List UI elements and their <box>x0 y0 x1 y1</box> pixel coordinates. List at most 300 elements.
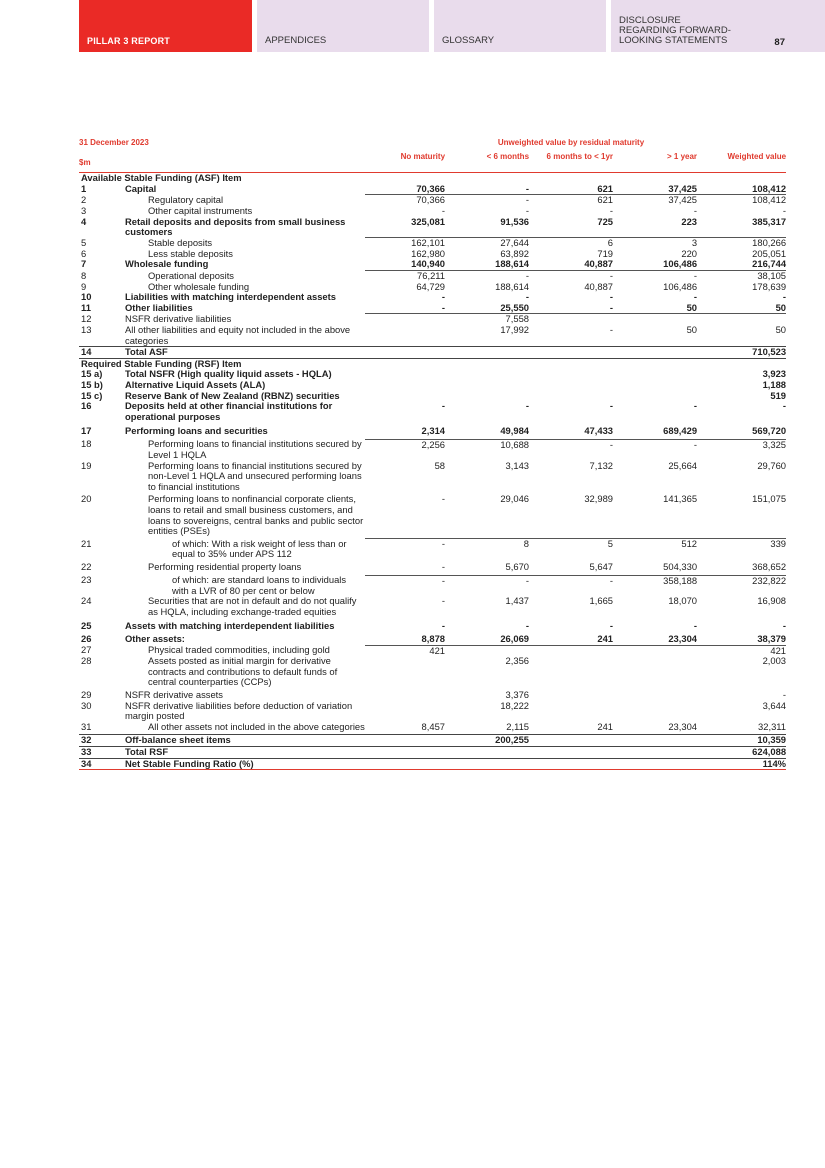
row-number: 9 <box>81 280 87 292</box>
column-header: 6 months to < 1yr <box>529 149 613 173</box>
row-label: Net Stable Funding Ratio (%) <box>125 758 365 770</box>
row-number: 20 <box>81 493 92 505</box>
cell-value: 37,425 <box>668 182 698 194</box>
column-header: < 6 months <box>445 149 529 173</box>
row-label: Performing residential property loans <box>148 560 302 572</box>
cell-value: 1,665 <box>589 595 614 607</box>
cell-value: 2,314 <box>421 425 446 437</box>
row-number: 17 <box>81 425 92 437</box>
cell-value: 621 <box>597 182 614 194</box>
row-number: 1 <box>81 182 87 194</box>
cell-value: 512 <box>613 539 697 562</box>
cell-value: 140,940 <box>411 258 446 270</box>
cell-value: 106,486 <box>663 258 698 270</box>
row-number: 28 <box>81 655 92 667</box>
row-label: Total RSF <box>125 746 365 758</box>
cell-value: 339 <box>697 539 786 562</box>
cell-value: 108,412 <box>752 182 787 194</box>
cell-value: - <box>525 204 530 216</box>
cell-value: - <box>609 400 614 412</box>
row-number: 11 <box>81 301 91 313</box>
cell-value: 5 <box>529 539 613 562</box>
cell-value: - <box>693 620 698 632</box>
cell-value: 241 <box>597 720 614 732</box>
cell-value: 3,376 <box>505 689 530 700</box>
page-number: 87 <box>774 37 785 48</box>
cell-value: 180,266 <box>697 238 786 249</box>
tab-pillar-3-report[interactable] <box>79 0 252 52</box>
cell-value <box>697 314 786 325</box>
cell-value: 2,256 <box>365 439 445 460</box>
row-number: 18 <box>81 438 92 450</box>
row-label: Performing loans to nonfinancial corporate clients, loans to retail and small business customers, and loans to sovereigns, central banks and public sector entities (PSEs) <box>148 493 364 537</box>
row-label: Performing loans to financial institutions secured by non-Level 1 HQLA and unsecured performing loans to financial institutions <box>148 459 362 492</box>
row-label: Off-balance sheet items <box>125 735 365 747</box>
cell-value: 18,070 <box>668 595 698 607</box>
cell-value: 421 <box>365 645 445 656</box>
cell-value: 621 <box>529 195 613 206</box>
cell-value: 1,437 <box>505 595 530 607</box>
row-number: 23 <box>81 574 92 586</box>
row-label: Liabilities with matching interdependent assets <box>125 291 336 303</box>
cell-value <box>613 380 697 391</box>
cell-value: 220 <box>681 247 698 259</box>
row-number: 13 <box>81 324 92 335</box>
row-number: 24 <box>81 595 92 607</box>
cell-value: 38,105 <box>697 271 786 282</box>
table-row <box>79 746 786 758</box>
cell-value: 3,143 <box>505 459 530 471</box>
row-label: Other wholesale funding <box>148 280 250 292</box>
cell-value: 16,908 <box>757 595 787 607</box>
cell-value <box>445 380 529 391</box>
cell-value: 50 <box>686 324 698 335</box>
cell-value: 3,644 <box>762 699 787 711</box>
cell-value: - <box>529 271 613 282</box>
table-row <box>79 575 786 596</box>
cell-value <box>445 391 529 402</box>
cell-value: 1,188 <box>762 378 787 390</box>
row-label: Assets posted as initial margin for derivative contracts and contributions to default funds of central counterparties (CCPs) <box>148 655 338 688</box>
row-label: All other liabilities and equity not included in the above categories <box>125 324 351 346</box>
cell-value: 368,652 <box>752 560 787 572</box>
row-label: Total ASF <box>125 347 365 359</box>
cell-value <box>445 758 529 770</box>
cell-value: 504,330 <box>663 560 698 572</box>
row-label: Deposits held at other financial institutions for operational purposes <box>125 400 333 422</box>
cell-value: 37,425 <box>613 195 697 206</box>
tab-label <box>619 16 731 46</box>
cell-value <box>529 314 613 325</box>
cell-value <box>613 391 697 402</box>
row-number: 4 <box>81 215 87 227</box>
row-number: 10 <box>81 291 92 303</box>
row-number: 15 b) <box>81 378 103 390</box>
cell-value <box>613 645 697 656</box>
cell-value: 188,614 <box>495 280 530 292</box>
row-label: All other assets not included in the above categories <box>148 720 365 732</box>
cell-value <box>529 347 613 359</box>
cell-value <box>613 746 697 758</box>
table-row <box>79 596 786 621</box>
row-number: 27 <box>81 644 92 656</box>
row-number: 32 <box>79 735 125 747</box>
table-row <box>79 461 786 495</box>
cell-value: - <box>782 291 787 303</box>
cell-value: 519 <box>770 389 787 401</box>
cell-value: - <box>445 575 529 596</box>
row-number: 33 <box>79 746 125 758</box>
row-label: Available Stable Funding (ASF) Item <box>81 172 242 184</box>
row-number: 19 <box>81 459 92 471</box>
cell-value <box>613 701 697 722</box>
cell-value: 106,486 <box>663 280 698 292</box>
cell-value <box>529 746 613 758</box>
row-label: Retail deposits and deposits from small business customers <box>125 215 346 238</box>
cell-value: - <box>441 301 446 313</box>
cell-value <box>529 358 613 369</box>
row-number: 29 <box>81 689 92 700</box>
cell-value: - <box>365 575 445 596</box>
cell-value: 40,887 <box>584 258 614 270</box>
cell-value: 151,075 <box>752 493 787 505</box>
cell-value: 50 <box>775 324 787 335</box>
table-body <box>79 173 786 770</box>
row-label: NSFR derivative assets <box>125 689 223 700</box>
cell-value <box>613 735 697 747</box>
tab-label: GLOSSARY <box>442 35 495 46</box>
cell-value: 2,115 <box>506 720 530 732</box>
table-row <box>79 722 786 735</box>
row-label: Capital <box>125 182 157 194</box>
cell-value <box>529 645 613 656</box>
row-number: 12 <box>81 312 92 324</box>
table-row <box>79 380 786 391</box>
cell-value: 32,989 <box>584 493 614 505</box>
cell-value: - <box>441 291 446 303</box>
row-number: 22 <box>81 560 92 572</box>
cell-value: - <box>693 291 698 303</box>
cell-value: 6 <box>529 238 613 249</box>
cell-value: - <box>782 620 787 632</box>
row-label: Other capital instruments <box>148 204 253 216</box>
table-row <box>79 347 786 359</box>
cell-value: 64,729 <box>416 280 446 292</box>
row-number: 14 <box>79 347 125 359</box>
table-row <box>79 401 786 426</box>
cell-value: 421 <box>697 645 786 656</box>
cell-value <box>529 391 613 402</box>
row-number: 7 <box>81 258 87 270</box>
row-label: Total NSFR (High quality liquid assets - HQLA) <box>125 368 332 380</box>
cell-value: - <box>441 560 446 572</box>
row-label: Assets with matching interdependent liabilities <box>125 620 335 632</box>
cell-value: 76,211 <box>365 271 445 282</box>
cell-value <box>365 701 445 722</box>
row-label: Required Stable Funding (RSF) Item <box>81 357 242 369</box>
cell-value <box>529 656 613 690</box>
cell-value: 216,744 <box>752 258 787 270</box>
cell-value <box>445 746 529 758</box>
cell-value: 25,550 <box>500 301 530 313</box>
tab-label: APPENDICES <box>265 35 327 46</box>
cell-value: 114% <box>697 758 786 770</box>
table-row <box>79 701 786 722</box>
cell-value: 32,311 <box>758 720 787 732</box>
cell-value: 162,101 <box>365 238 445 249</box>
cell-value: 232,822 <box>697 575 786 596</box>
cell-value: - <box>445 271 529 282</box>
cell-value: 108,412 <box>697 195 786 206</box>
cell-value: 50 <box>686 301 698 313</box>
cell-value <box>613 758 697 770</box>
cell-value: 223 <box>681 215 698 227</box>
row-number: 5 <box>81 236 87 248</box>
cell-value <box>365 735 445 747</box>
table-row <box>79 758 786 770</box>
row-label: Performing loans to financial institutions secured by Level 1 HQLA <box>148 438 362 461</box>
row-label: Wholesale funding <box>125 258 209 270</box>
row-number: 30 <box>81 699 92 711</box>
cell-value: 70,366 <box>416 182 446 194</box>
cell-value <box>529 701 613 722</box>
cell-value <box>365 758 445 770</box>
table-row <box>79 439 786 460</box>
cell-value <box>445 369 529 380</box>
column-header: > 1 year <box>613 149 697 173</box>
cell-value: 5,670 <box>505 560 530 572</box>
cell-value: 23,304 <box>668 633 698 645</box>
table-row <box>79 206 786 217</box>
tab-glossary[interactable] <box>434 0 606 52</box>
cell-value: 178,639 <box>752 280 787 292</box>
cell-value: 7,558 <box>445 314 529 325</box>
row-label: Less stable deposits <box>148 247 233 259</box>
cell-value: - <box>525 400 530 412</box>
cell-value <box>365 391 445 402</box>
row-number: 34 <box>79 758 125 770</box>
cell-value: 385,317 <box>752 215 787 227</box>
cell-value <box>613 314 697 325</box>
cell-value: 10,688 <box>445 439 529 460</box>
cell-value: 17,992 <box>500 324 530 335</box>
row-number: 3 <box>81 204 87 216</box>
row-label: of which: are standard loans to individuals with a LVR of 80 per cent or below <box>172 574 347 596</box>
cell-value: 29,046 <box>500 493 530 505</box>
table-row <box>79 325 786 347</box>
cell-value: 141,365 <box>663 493 698 505</box>
row-number: 16 <box>81 400 92 412</box>
cell-value: 63,892 <box>500 247 530 259</box>
cell-value: - <box>609 291 614 303</box>
cell-value <box>613 690 697 701</box>
cell-value: - <box>441 400 446 412</box>
cell-value: - <box>525 620 530 632</box>
row-number: 15 a) <box>81 368 103 380</box>
cell-value: - <box>613 271 697 282</box>
row-label: Alternative Liquid Assets (ALA) <box>125 378 266 390</box>
row-number: 6 <box>81 247 87 259</box>
table-date: 31 December 2023 <box>79 138 149 147</box>
cell-value <box>365 746 445 758</box>
cell-value: - <box>441 204 446 216</box>
cell-value: 3 <box>613 238 697 249</box>
cell-value: 8 <box>445 539 529 562</box>
cell-value: 38,379 <box>757 633 787 645</box>
cell-value: 3,325 <box>697 439 786 460</box>
cell-value <box>613 358 697 369</box>
row-label: Stable deposits <box>148 236 213 248</box>
cell-value: 70,366 <box>365 195 445 206</box>
row-number: 31 <box>81 720 92 732</box>
row-label: NSFR derivative liabilities before deduction of variation margin posted <box>125 699 353 722</box>
cell-value: - <box>693 400 698 412</box>
cell-value: 58 <box>434 459 446 471</box>
cell-value: 188,614 <box>495 258 530 270</box>
cell-value <box>529 380 613 391</box>
cell-value: 241 <box>597 633 614 645</box>
column-header: Weighted value <box>697 149 786 173</box>
cell-value <box>445 347 529 359</box>
cell-value <box>445 173 529 184</box>
column-header: No maturity <box>365 149 445 173</box>
cell-value: - <box>445 195 529 206</box>
row-number: 25 <box>81 620 92 632</box>
row-number: 15 c) <box>81 389 103 401</box>
cell-value: - <box>609 204 614 216</box>
cell-value: 8,878 <box>421 633 446 645</box>
unweighted-header: Unweighted value by residual maturity <box>497 138 645 147</box>
cell-value: - <box>529 439 613 460</box>
cell-value: - <box>782 400 787 412</box>
tab-disclosure[interactable] <box>611 0 825 52</box>
row-label: Regulatory capital <box>148 193 224 205</box>
cell-value: 29,760 <box>757 459 787 471</box>
tab-label-line: LOOKING STATEMENTS <box>619 35 728 46</box>
cell-value: - <box>609 301 614 313</box>
cell-value: 49,984 <box>500 425 530 437</box>
row-label: Reserve Bank of New Zealand (RBNZ) securities <box>125 389 340 401</box>
table-row <box>79 539 786 562</box>
nsfr-table <box>79 137 786 770</box>
tab-label-line: DISCLOSURE <box>619 15 681 26</box>
cell-value: - <box>441 493 446 505</box>
cell-value: 569,720 <box>752 425 787 437</box>
cell-value: 2,356 <box>505 655 530 667</box>
cell-value <box>529 369 613 380</box>
cell-value: 7,132 <box>589 459 614 471</box>
unit-label: $m <box>79 149 365 173</box>
row-label: Physical traded commodities, including gold <box>148 644 330 656</box>
cell-value: 624,088 <box>697 746 786 758</box>
cell-value <box>529 690 613 701</box>
table-row <box>79 271 786 282</box>
cell-value: - <box>609 620 614 632</box>
row-label: of which: With a risk weight of less than or equal to 35% under APS 112 <box>172 537 347 560</box>
cell-value: - <box>782 689 787 700</box>
row-label: NSFR derivative liabilities <box>125 312 232 324</box>
row-number: 26 <box>81 633 92 645</box>
cell-value: - <box>441 595 446 607</box>
table-row <box>79 217 786 238</box>
cell-value: 200,255 <box>445 735 529 747</box>
row-number: 8 <box>81 269 87 281</box>
cell-value <box>365 656 445 690</box>
table-row <box>79 690 786 701</box>
cell-value: - <box>693 204 698 216</box>
cell-value: 358,188 <box>613 575 697 596</box>
row-label: Operational deposits <box>148 269 234 281</box>
row-label: Performing loans and securities <box>125 425 268 437</box>
cell-value: 710,523 <box>697 347 786 359</box>
cell-value: - <box>441 620 446 632</box>
row-number: 2 <box>81 193 87 205</box>
cell-value: 725 <box>597 215 614 227</box>
cell-value <box>445 358 529 369</box>
cell-value: 2,003 <box>762 655 787 667</box>
row-number: 21 <box>81 537 92 549</box>
row-label: Other assets: <box>125 633 185 645</box>
cell-value: 47,433 <box>584 425 614 437</box>
cell-value <box>365 369 445 380</box>
tab-appendices[interactable] <box>257 0 429 52</box>
cell-value: 23,304 <box>668 720 698 732</box>
cell-value <box>613 656 697 690</box>
cell-value: 40,887 <box>584 280 614 292</box>
table-row <box>79 494 786 538</box>
cell-value: 26,069 <box>500 633 530 645</box>
cell-value: 8,457 <box>421 720 446 732</box>
cell-value: 5,647 <box>589 560 614 572</box>
row-label: Securities that are not in default and do not qualify as HQLA, including exchange-traded equities <box>148 595 357 617</box>
row-label: Other liabilities <box>125 301 193 313</box>
cell-value: 162,980 <box>411 247 446 259</box>
cell-value: 3,923 <box>762 368 787 380</box>
table-row <box>79 259 786 270</box>
tab-label: PILLAR 3 REPORT <box>87 36 171 46</box>
cell-value: 25,664 <box>668 459 698 471</box>
cell-value <box>365 325 445 347</box>
tab-label-line: REGARDING FORWARD- <box>619 25 731 36</box>
cell-value: 91,536 <box>500 215 530 227</box>
cell-value: - <box>782 204 787 216</box>
cell-value: 10,359 <box>697 735 786 747</box>
cell-value <box>365 690 445 701</box>
cell-value <box>613 347 697 359</box>
cell-value: - <box>365 539 445 562</box>
cell-value: 689,429 <box>663 425 698 437</box>
cell-value: - <box>525 291 530 303</box>
cell-value: 205,051 <box>752 247 787 259</box>
table-row <box>79 656 786 690</box>
cell-value <box>365 380 445 391</box>
cell-value: 719 <box>597 247 614 259</box>
cell-value: - <box>609 324 614 335</box>
cell-value: - <box>525 182 530 194</box>
cell-value <box>529 735 613 747</box>
cell-value <box>529 758 613 770</box>
cell-value <box>365 314 445 325</box>
cell-value: - <box>529 575 613 596</box>
cell-value: 50 <box>775 301 787 313</box>
cell-value: 325,081 <box>411 215 446 227</box>
cell-value <box>613 369 697 380</box>
cell-value: - <box>613 439 697 460</box>
cell-value: 27,644 <box>445 238 529 249</box>
table-row <box>79 735 786 747</box>
cell-value: 18,222 <box>500 699 530 711</box>
cell-value <box>365 347 445 359</box>
